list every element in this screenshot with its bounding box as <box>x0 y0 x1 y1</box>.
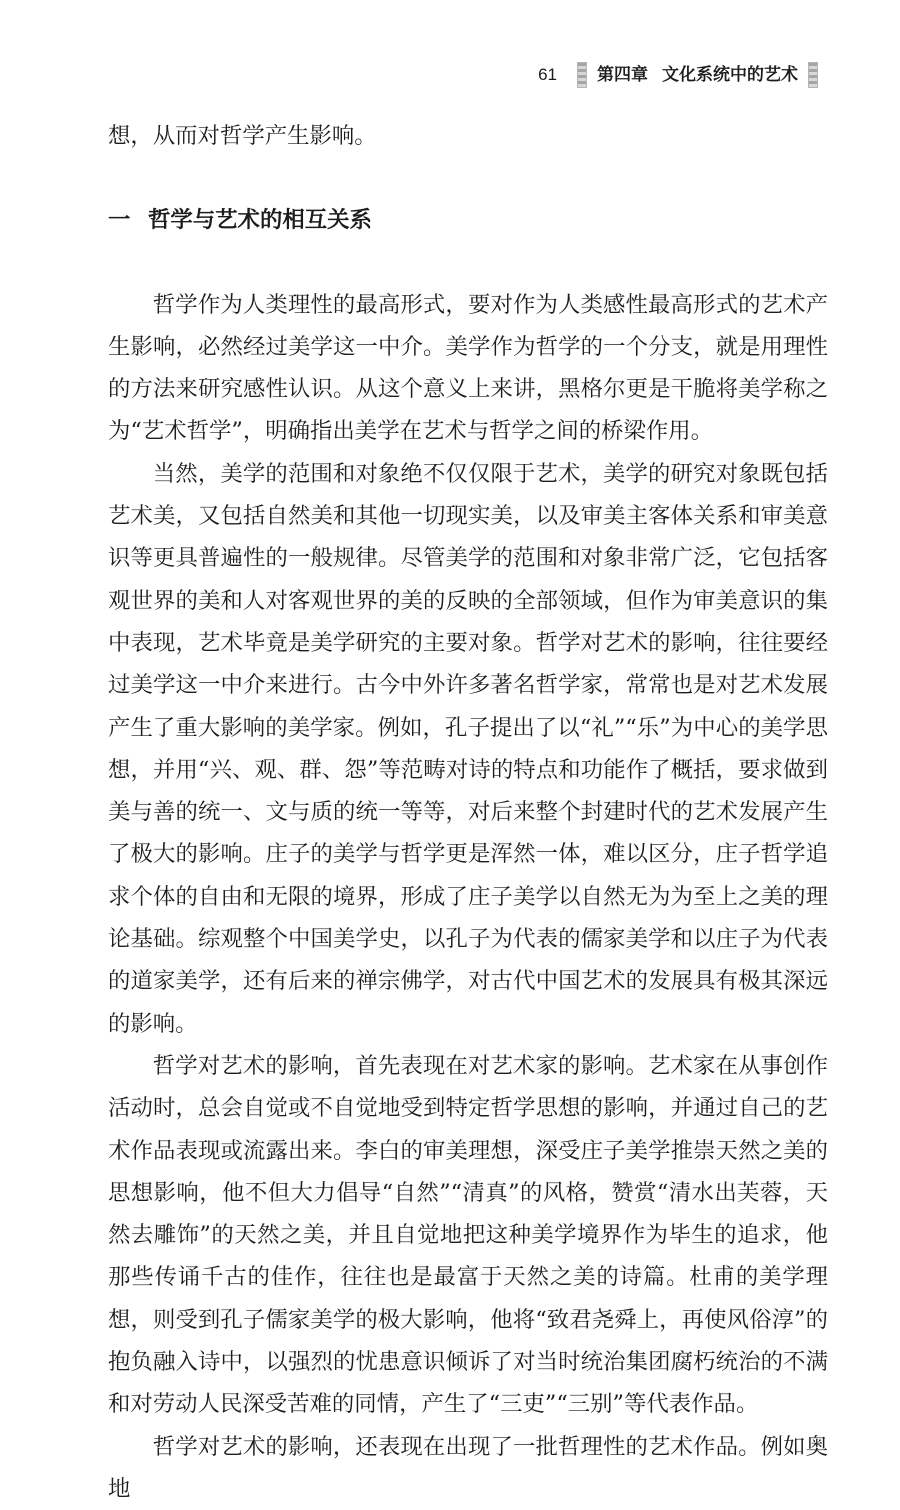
section-heading <box>108 199 828 241</box>
paragraph: 哲学作为人类理性的最高形式，要对作为人类感性最高形式的艺术产生影响，必然经过美学这一中介。美学作为哲学的一个分支，就是用理性的方法来研究感性认识。从这个意义上来讲，黑格尔更是干脆将美学称之为“艺术哲学”，明确指出美学在艺术与哲学之间的桥梁作用。 <box>108 291 828 445</box>
paragraph: 哲学对艺术的影响，首先表现在对艺术家的影响。艺术家在从事创作活动时，总会自觉或不自觉地受到特定哲学思想的影响，并通过自己的艺术作品表现或流露出来。李白的审美理想，深受庄子美学推崇天然之美的思想影响，他不但大力倡导“自然”“清真”的风格，赞赏“清水出芙蓉，天然去雕饰”的天然之美，并且自觉地把这种美学境界作为毕生的追求，他那些传诵千古的佳作，往往也是最富于天然之美的诗篇。杜甫的美学理想，则受到孔子儒家美学的极大影响，他将“致君尧舜上，再使风俗淳”的抱负融入诗中，以强烈的忧患意识倾诉了对当时统治集团腐朽统治的不满和对劳动人民深受苦难的同情，产生了“三吏”“三别”等代表作品。 <box>108 1052 828 1418</box>
chapter-label <box>597 65 798 85</box>
running-header <box>538 62 828 88</box>
paragraph: 哲学对艺术的影响，还表现在出现了一批哲理性的艺术作品。例如奥地 <box>108 1433 828 1502</box>
chapter-title: 文化系统中的艺术 <box>662 65 798 85</box>
section-title: 哲学与艺术的相互关系 <box>148 207 372 234</box>
continuation-text: 想，从而对哲学产生影响。 <box>108 123 377 149</box>
page-body <box>108 115 828 1510</box>
paragraph: 当然，美学的范围和对象绝不仅仅限于艺术，美学的研究对象既包括艺术美，又包括自然美和其他一切现实美，以及审美主客体关系和审美意识等更具普遍性的一般规律。尽管美学的范围和对象非常广泛，它包括客观世界的美和人对客观世界的美的反映的全部领域，但作为审美意识的集中表现，艺术毕竟是美学研究的主要对象。哲学对艺术的影响，往往要经过美学这一中介来进行。古今中外许多著名哲学家，常常也是对艺术发展产生了重大影响的美学家。例如，孔子提出了以“礼”“乐”为中心的美学思想，并用“兴、观、群、怨”等范畴对诗的特点和功能作了概括，要求做到美与善的统一、文与质的统一等等，对后来整个封建时代的艺术发展产生了极大的影响。庄子的美学与哲学更是浑然一体，难以区分，庄子哲学追求个体的自由和无限的境界，形成了庄子美学以自然无为为至上之美的理论基础。综观整个中国美学史，以孔子为代表的儒家美学和以庄子为代表的道家美学，还有后来的禅宗佛学，对古代中国艺术的发展具有极其深远的影响。 <box>108 460 828 1037</box>
header-ornament-icon <box>808 62 818 88</box>
chapter-number: 第四章 <box>597 65 648 85</box>
page-number: 61 <box>538 65 557 84</box>
header-ornament-icon <box>577 62 587 88</box>
section-number: 一 <box>108 207 131 234</box>
